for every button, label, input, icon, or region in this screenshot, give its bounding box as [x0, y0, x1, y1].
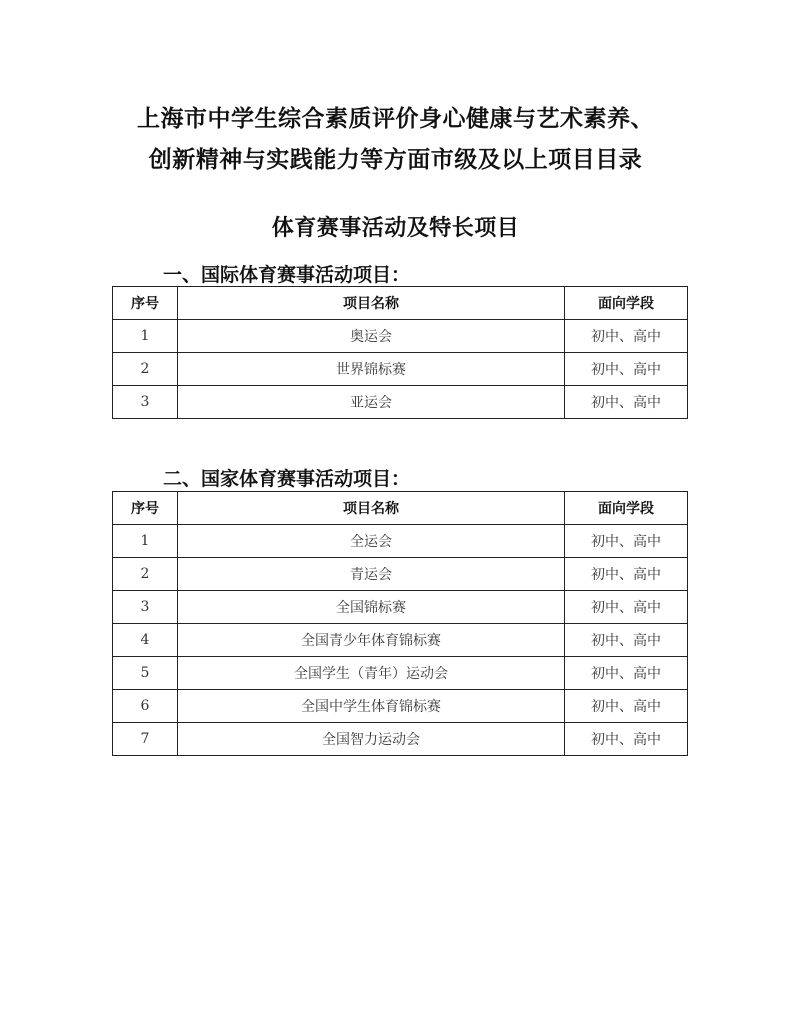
school-stage-cell: 初中、高中	[565, 624, 688, 657]
event-name-cell: 奥运会	[178, 320, 565, 353]
event-name-cell: 全运会	[178, 525, 565, 558]
row-number-cell: 5	[113, 657, 178, 690]
event-name-cell: 全国青少年体育锦标赛	[178, 624, 565, 657]
school-stage-cell: 初中、高中	[565, 591, 688, 624]
row-number-cell: 1	[113, 525, 178, 558]
column-header-school-stage: 面向学段	[565, 287, 688, 320]
school-stage-cell: 初中、高中	[565, 690, 688, 723]
table-row	[113, 386, 688, 419]
column-header-school-stage: 面向学段	[565, 492, 688, 525]
event-name-cell: 全国锦标赛	[178, 591, 565, 624]
school-stage-cell: 初中、高中	[565, 353, 688, 386]
column-header-event-name: 项目名称	[178, 287, 565, 320]
table-row	[113, 657, 688, 690]
table-body	[113, 320, 688, 419]
row-number-cell: 1	[113, 320, 178, 353]
table-row	[113, 558, 688, 591]
school-stage-cell: 初中、高中	[565, 320, 688, 353]
national-events-table	[112, 491, 688, 756]
event-name-cell: 全国学生（青年）运动会	[178, 657, 565, 690]
table-body	[113, 525, 688, 756]
table-row	[113, 353, 688, 386]
column-header-event-name: 项目名称	[178, 492, 565, 525]
table-header-row	[113, 492, 688, 525]
section-heading-national: 二、国家体育赛事活动项目：	[163, 468, 411, 490]
document-title-line-2: 创新精神与实践能力等方面市级及以上项目目录	[148, 147, 643, 173]
event-name-cell: 全国智力运动会	[178, 723, 565, 756]
table-row	[113, 591, 688, 624]
document-subtitle: 体育赛事活动及特长项目	[271, 216, 520, 241]
school-stage-cell: 初中、高中	[565, 525, 688, 558]
row-number-cell: 3	[113, 591, 178, 624]
section-heading-international: 一、国际体育赛事活动项目：	[163, 264, 411, 286]
row-number-cell: 6	[113, 690, 178, 723]
event-name-cell: 青运会	[178, 558, 565, 591]
document-title-line-1: 上海市中学生综合素质评价身心健康与艺术素养、	[137, 106, 654, 132]
table-row	[113, 525, 688, 558]
school-stage-cell: 初中、高中	[565, 657, 688, 690]
table-row	[113, 690, 688, 723]
column-header-number: 序号	[113, 492, 178, 525]
row-number-cell: 3	[113, 386, 178, 419]
school-stage-cell: 初中、高中	[565, 558, 688, 591]
event-name-cell: 世界锦标赛	[178, 353, 565, 386]
table-row	[113, 624, 688, 657]
column-header-number: 序号	[113, 287, 178, 320]
event-name-cell: 亚运会	[178, 386, 565, 419]
table-header-row	[113, 287, 688, 320]
school-stage-cell: 初中、高中	[565, 386, 688, 419]
row-number-cell: 2	[113, 558, 178, 591]
row-number-cell: 7	[113, 723, 178, 756]
event-name-cell: 全国中学生体育锦标赛	[178, 690, 565, 723]
table-row	[113, 320, 688, 353]
row-number-cell: 2	[113, 353, 178, 386]
international-events-table	[112, 286, 688, 419]
table-row	[113, 723, 688, 756]
row-number-cell: 4	[113, 624, 178, 657]
school-stage-cell: 初中、高中	[565, 723, 688, 756]
